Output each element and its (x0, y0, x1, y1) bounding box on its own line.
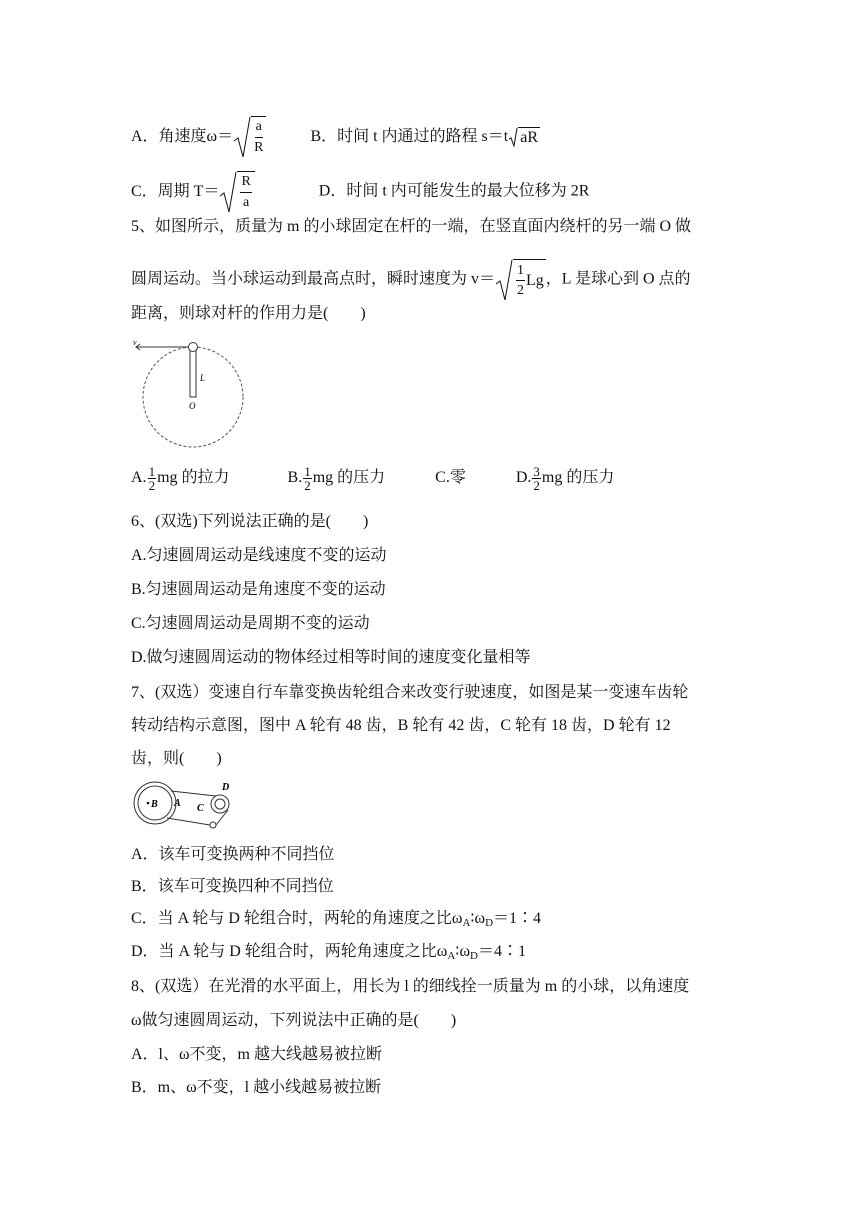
q4-option-b: B．时间 t 内通过的路程 s＝t aR (310, 127, 539, 146)
q7-option-c: C．当 A 轮与 D 轮组合时，两轮的角速度之比$\omega_A∶\omega_D=1∶4$ (131, 910, 542, 929)
q8-stem-line-2: ω做匀速圆周运动，下列说法中正确的是( ) (131, 1012, 457, 1029)
gear-c (211, 795, 229, 813)
q6-option-b: B.匀速圆周运动是角速度不变的运动 (131, 581, 386, 598)
q8-stem-line-1: 8、(双选）在光滑的水平面上，用长为 l 的细线拴一质量为 m 的小球，以角速度 (131, 978, 690, 995)
q4-option-a: A．角速度ω＝ $\frac{a}{R}$ (131, 128, 270, 145)
rod-circle-figure (128, 336, 248, 448)
q7-stem-line-2: 转动结构示意图，图中 A 轮有 48 齿，B 轮有 42 齿，C 轮有 18 齿，D 轮有 12 (131, 717, 671, 734)
q5-stem-line-2: 圆周运动。当小球运动到最高点时，瞬时速度为 v＝ $\frac{1}{2}$ Lg ，L 是球心到 O 点的 (131, 258, 691, 302)
q6-option-d: D.做匀速圆周运动的物体经过相等时间的速度变化量相等 (131, 649, 531, 666)
q5-stem-line-1: 5、如图所示，质量为 m 的小球固定在杆的一端，在竖直面内绕杆的另一端 O 做 (131, 218, 692, 235)
q4-option-c: C．周期 T＝ $\frac{R}{a}$ (131, 183, 259, 200)
fig-label-B: B (151, 799, 158, 810)
fig-label-v: v (133, 338, 137, 347)
q8-option-a: A．l、ω不变，m 越大线越易被拉断 (131, 1046, 382, 1063)
q5-option-a: A. $\frac{1}{2}$ mg 的拉力 (131, 464, 230, 493)
fig-label-L: L (200, 373, 206, 383)
fig-label-D: D (222, 782, 230, 793)
gear-d (215, 799, 225, 809)
rod (190, 350, 196, 397)
radical: $\frac{1}{2}$ Lg (495, 258, 546, 302)
q7-option-b: B．该车可变换四种不同挡位 (131, 878, 334, 895)
q5-option-c: C.零 (435, 469, 466, 487)
q6-option-c: C.匀速圆周运动是周期不变的运动 (131, 615, 370, 632)
q5-stem-line-3: 距离，则球对杆的作用力是( ) (131, 305, 366, 322)
fig-label-O: O (189, 401, 196, 411)
q7-option-a: A．该车可变换两种不同挡位 (131, 846, 335, 863)
chain-bottom (167, 818, 210, 825)
q7-stem-line-3: 齿，则( ) (131, 750, 222, 767)
q6-option-a: A.匀速圆周运动是线速度不变的运动 (131, 547, 387, 564)
q8-option-b: B．m、ω不变，l 越小线越易被拉断 (131, 1079, 382, 1096)
tensioner-wheel (210, 822, 216, 828)
fig-label-C: C (197, 803, 204, 814)
q4-option-row-2 (131, 170, 589, 214)
radical: $\frac{a}{R}$ (233, 115, 266, 159)
gear-figure (131, 780, 237, 832)
chain-top (171, 791, 216, 796)
q7-option-d: D．当 A 轮与 D 轮组合时，两轮角速度之比$\omega_A∶\omega_D=4∶1$ (131, 943, 526, 962)
q5-options-row (131, 465, 614, 492)
radical: $\frac{R}{a}$ (219, 170, 254, 214)
q6-stem: 6、(双选)下列说法正确的是( ) (131, 513, 369, 530)
q5-option-d: D. $\frac{3}{2}$ mg 的压力 (515, 464, 615, 493)
q4-option-d: D．时间 t 内可能发生的最大位移为 2R (318, 182, 590, 200)
fig-label-A: A (174, 798, 181, 809)
q7-stem-line-1: 7、(双选）变速自行车靠变换齿轮组合来改变行驶速度，如图是某一变速车齿轮 (131, 684, 689, 701)
ball (189, 343, 198, 352)
q5-option-b: B. $\frac{1}{2}$ mg 的压力 (287, 464, 386, 493)
radical: aR (508, 127, 540, 148)
q4-option-row-1 (131, 115, 540, 159)
